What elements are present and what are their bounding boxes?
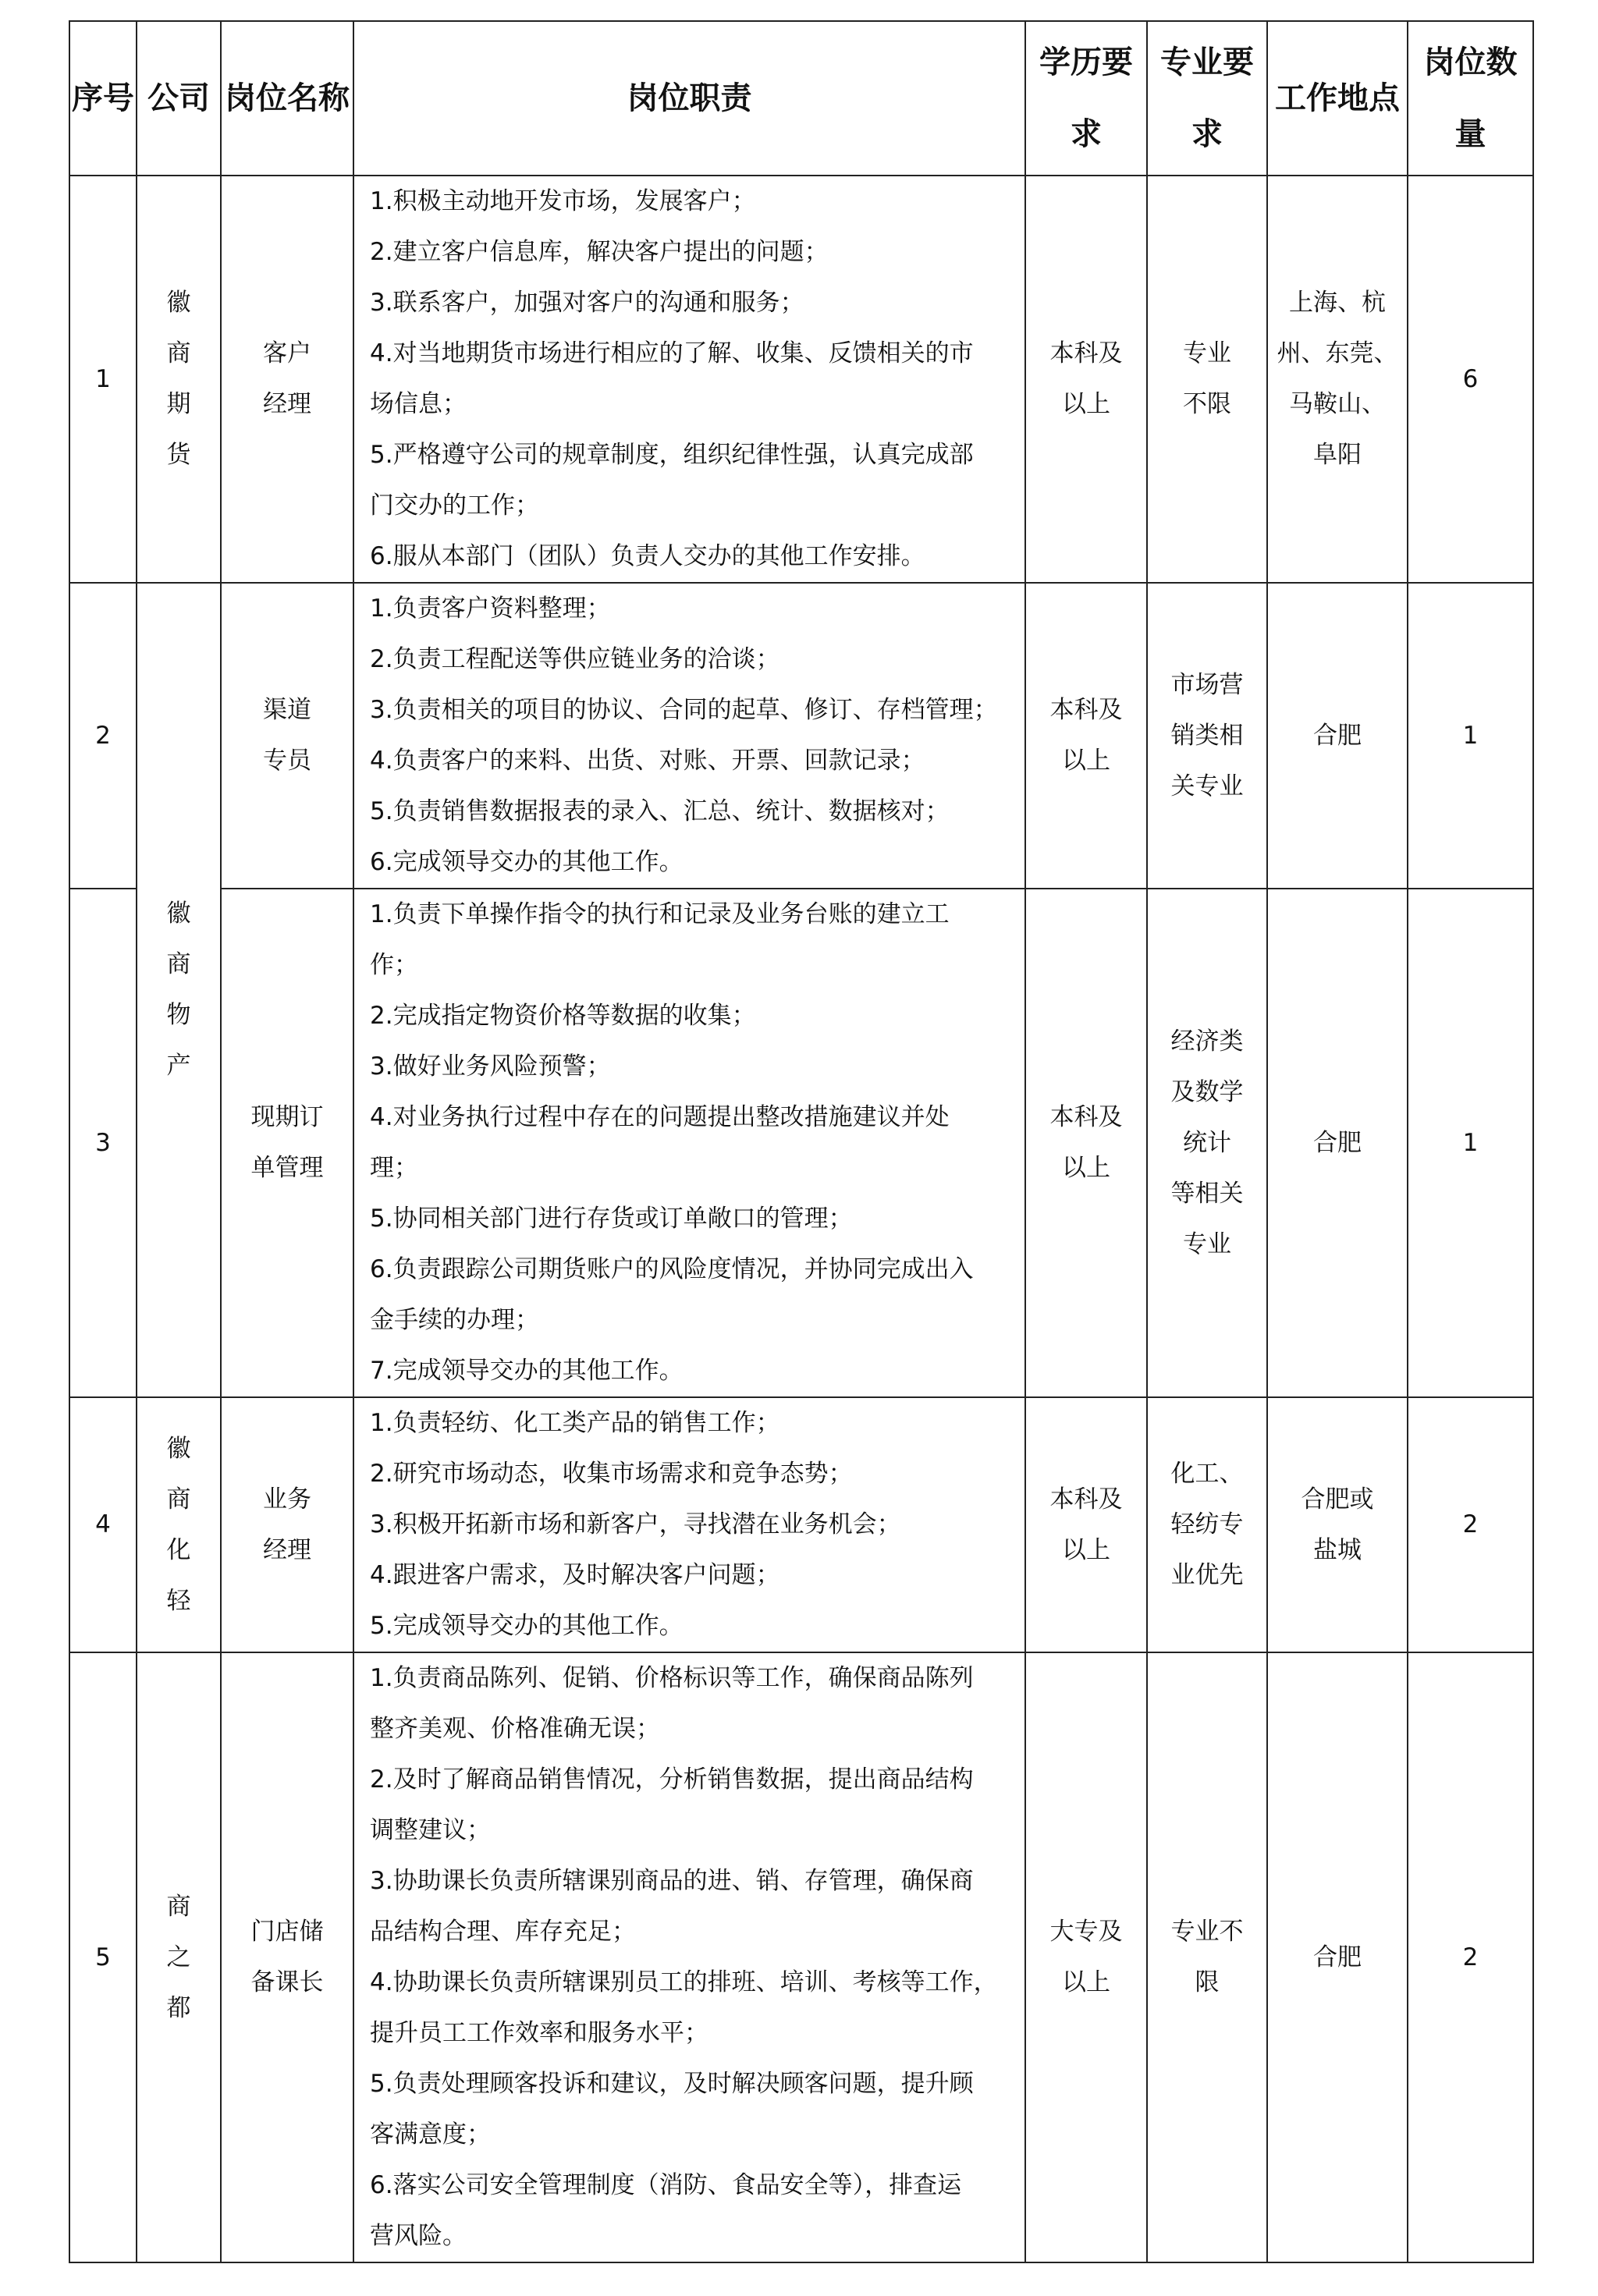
count-cell: 6 [1408, 176, 1533, 583]
count-cell: 2 [1408, 1397, 1533, 1652]
education-cell: 本科及 以上 [1025, 889, 1147, 1397]
count-cell: 1 [1408, 583, 1533, 889]
duties-cell: 1.负责轻纺、化工类产品的销售工作； 2.研究市场动态，收集市场需求和竞争态势； 3.积极开拓新市场和新客户，寻找潜在业务机会； 4.跟进客户需求，及时解决客户问题； 5.完成领导交办的其他工作。 [353, 1397, 1025, 1652]
table-row [69, 1652, 1533, 2262]
location-cell: 合肥 [1267, 1652, 1408, 2262]
company-cell: 徽 商 期 货 [137, 176, 221, 583]
seq-cell: 5 [69, 1652, 137, 2262]
seq-cell: 1 [69, 176, 137, 583]
duties-cell: 1.负责下单操作指令的执行和记录及业务台账的建立工 作； 2.完成指定物资价格等数据的收集； 3.做好业务风险预警； 4.对业务执行过程中存在的问题提出整改措施建议并处 理； 5.协同相关部门进行存货或订单敞口的管理； 6.负责跟踪公司期货账户的风险度情况，并协同完成出入 金手续的办理； 7.完成领导交办的其他工作。 [353, 889, 1025, 1397]
company-cell: 徽 商 物 产 [137, 583, 221, 1397]
header-seq: 序号 [69, 21, 137, 176]
header-duties: 岗位职责 [353, 21, 1025, 176]
company-cell: 商 之 都 [137, 1652, 221, 2262]
recruitment-table [69, 20, 1534, 2263]
header-row [69, 21, 1533, 176]
location-cell: 合肥 [1267, 889, 1408, 1397]
location-cell: 合肥或 盐城 [1267, 1397, 1408, 1652]
count-cell: 2 [1408, 1652, 1533, 2262]
header-location: 工作地点 [1267, 21, 1408, 176]
duties-cell: 1.积极主动地开发市场，发展客户； 2.建立客户信息库，解决客户提出的问题； 3.联系客户，加强对客户的沟通和服务； 4.对当地期货市场进行相应的了解、收集、反馈相关的市 场信息； 5.严格遵守公司的规章制度，组织纪律性强，认真完成部 门交办的工作； 6.服从本部门（团队）负责人交办的其他工作安排。 [353, 176, 1025, 583]
education-cell: 本科及 以上 [1025, 176, 1147, 583]
table-row [69, 889, 1533, 1397]
position-cell: 业务 经理 [221, 1397, 353, 1652]
table-row [69, 1397, 1533, 1652]
table-row [69, 176, 1533, 583]
table-row [69, 583, 1533, 889]
major-cell: 化工、 轻纺专 业优先 [1147, 1397, 1267, 1652]
major-cell: 专业 不限 [1147, 176, 1267, 583]
position-cell: 门店储 备课长 [221, 1652, 353, 2262]
location-cell: 合肥 [1267, 583, 1408, 889]
major-cell: 专业不 限 [1147, 1652, 1267, 2262]
education-cell: 大专及 以上 [1025, 1652, 1147, 2262]
major-cell: 市场营 销类相 关专业 [1147, 583, 1267, 889]
location-cell: 上海、杭 州、东莞、 马鞍山、 阜阳 [1267, 176, 1408, 583]
position-cell: 客户 经理 [221, 176, 353, 583]
position-cell: 现期订 单管理 [221, 889, 353, 1397]
position-cell: 渠道 专员 [221, 583, 353, 889]
header-position: 岗位名称 [221, 21, 353, 176]
seq-cell: 4 [69, 1397, 137, 1652]
seq-cell: 2 [69, 583, 137, 889]
header-major: 专业要求 [1147, 21, 1267, 176]
seq-cell: 3 [69, 889, 137, 1397]
header-education: 学历要求 [1025, 21, 1147, 176]
major-cell: 经济类 及数学 统计 等相关 专业 [1147, 889, 1267, 1397]
company-cell: 徽 商 化 轻 [137, 1397, 221, 1652]
header-company: 公司 [137, 21, 221, 176]
count-cell: 1 [1408, 889, 1533, 1397]
duties-cell: 1.负责客户资料整理； 2.负责工程配送等供应链业务的洽谈； 3.负责相关的项目的协议、合同的起草、修订、存档管理； 4.负责客户的来料、出货、对账、开票、回款记录； 5.负责销售数据报表的录入、汇总、统计、数据核对； 6.完成领导交办的其他工作。 [353, 583, 1025, 889]
duties-cell: 1.负责商品陈列、促销、价格标识等工作，确保商品陈列 整齐美观、价格准确无误； 2.及时了解商品销售情况，分析销售数据，提出商品结构 调整建议； 3.协助课长负责所辖课别商品的进、销、存管理，确保商 品结构合理、库存充足； 4.协助课长负责所辖课别员工的排班、培训、考核等工作， 提升员工工作效率和服务水平； 5.负责处理顾客投诉和建议，及时解决顾客问题，提升顾 客满意度； 6.落实公司安全管理制度（消防、食品安全等），排查运 营风险。 [353, 1652, 1025, 2262]
education-cell: 本科及 以上 [1025, 1397, 1147, 1652]
education-cell: 本科及 以上 [1025, 583, 1147, 889]
header-count: 岗位数量 [1408, 21, 1533, 176]
